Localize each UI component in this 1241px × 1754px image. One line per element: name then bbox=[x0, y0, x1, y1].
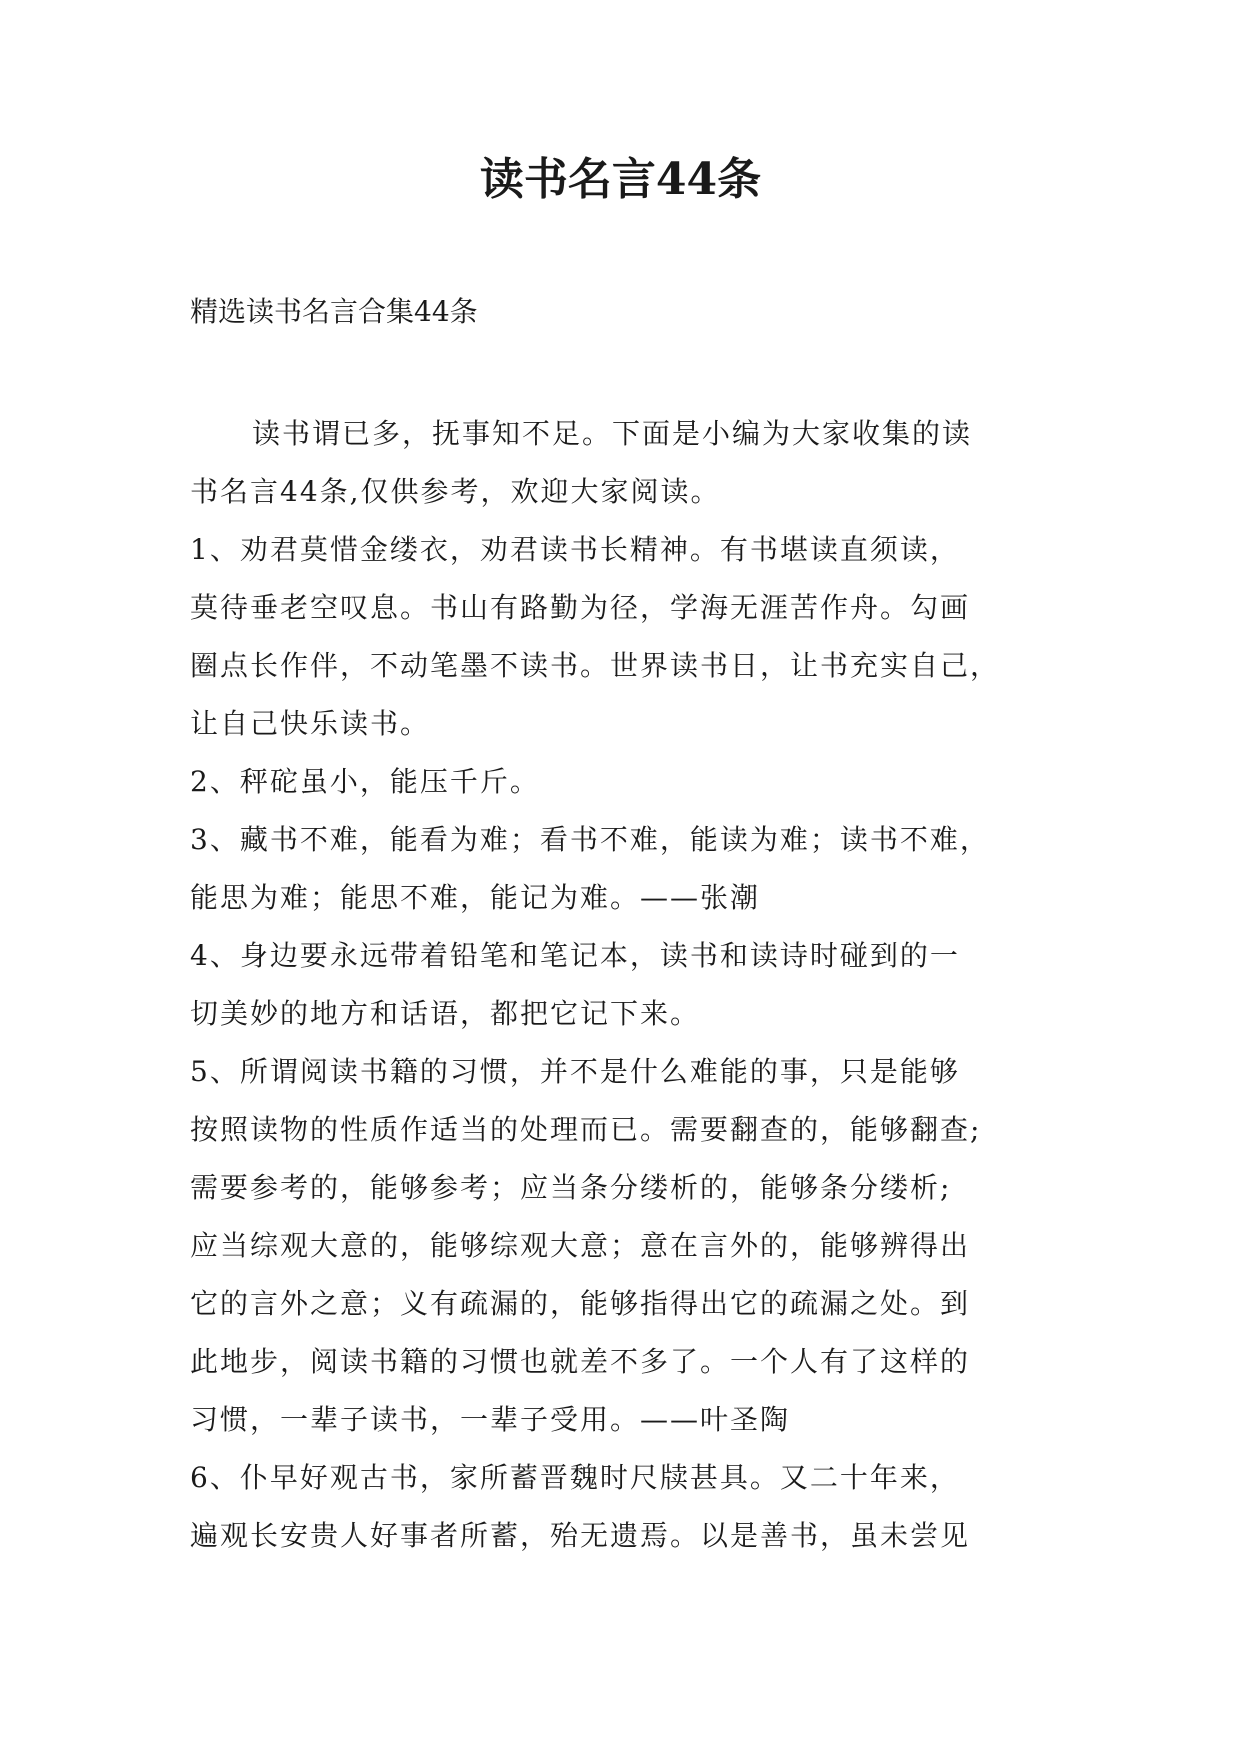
quote-line: 习惯，一辈子读书，一辈子受用。——叶圣陶 bbox=[190, 1403, 791, 1436]
quote-line: 4、身边要永远带着铅笔和笔记本，读书和读诗时碰到的一 bbox=[190, 939, 960, 972]
quote-line: 莫待垂老空叹息。书山有路勤为径，学海无涯苦作舟。勾画 bbox=[190, 591, 971, 624]
quote-line: 应当综观大意的，能够综观大意；意在言外的，能够辨得出 bbox=[190, 1229, 971, 1262]
quote-line: 需要参考的，能够参考；应当条分缕析的，能够条分缕析; bbox=[190, 1171, 952, 1204]
document-subtitle: 精选读书名言合集44条 bbox=[190, 295, 478, 328]
quote-line: 遍观长安贵人好事者所蓄，殆无遗焉。以是善书，虽未尝见 bbox=[190, 1519, 971, 1552]
quote-line: 1、劝君莫惜金缕衣，劝君读书长精神。有书堪读直须读， bbox=[190, 533, 960, 566]
quote-line: 3、藏书不难，能看为难；看书不难，能读为难；读书不难， bbox=[190, 823, 990, 856]
document-body bbox=[190, 405, 1060, 1565]
quote-line: 2、秤砣虽小，能压千斤。 bbox=[190, 765, 540, 798]
quote-line: 按照读物的性质作适当的处理而已。需要翻查的，能够翻查; bbox=[190, 1113, 982, 1146]
intro-line: 读书谓已多，抚事知不足。下面是小编为大家收集的读 bbox=[252, 417, 973, 450]
quote-line: 能思为难；能思不难，能记为难。——张潮 bbox=[190, 881, 761, 914]
quote-line: 让自己快乐读书。 bbox=[190, 707, 431, 740]
quote-line: 切美妙的地方和话语，都把它记下来。 bbox=[190, 997, 701, 1030]
quote-line: 5、所谓阅读书籍的习惯，并不是什么难能的事，只是能够 bbox=[190, 1055, 960, 1088]
quote-line: 6、仆早好观古书，家所蓄晋魏时尺牍甚具。又二十年来， bbox=[190, 1461, 960, 1494]
document-title: 读书名言44条 bbox=[479, 154, 762, 205]
quote-line: 圈点长作伴，不动笔墨不读书。世界读书日，让书充实自己， bbox=[190, 649, 1001, 682]
intro-line: 书名言44条,仅供参考，欢迎大家阅读。 bbox=[190, 475, 721, 508]
quote-line: 此地步，阅读书籍的习惯也就差不多了。一个人有了这样的 bbox=[190, 1345, 971, 1378]
quote-line: 它的言外之意；义有疏漏的，能够指得出它的疏漏之处。到 bbox=[190, 1287, 971, 1320]
